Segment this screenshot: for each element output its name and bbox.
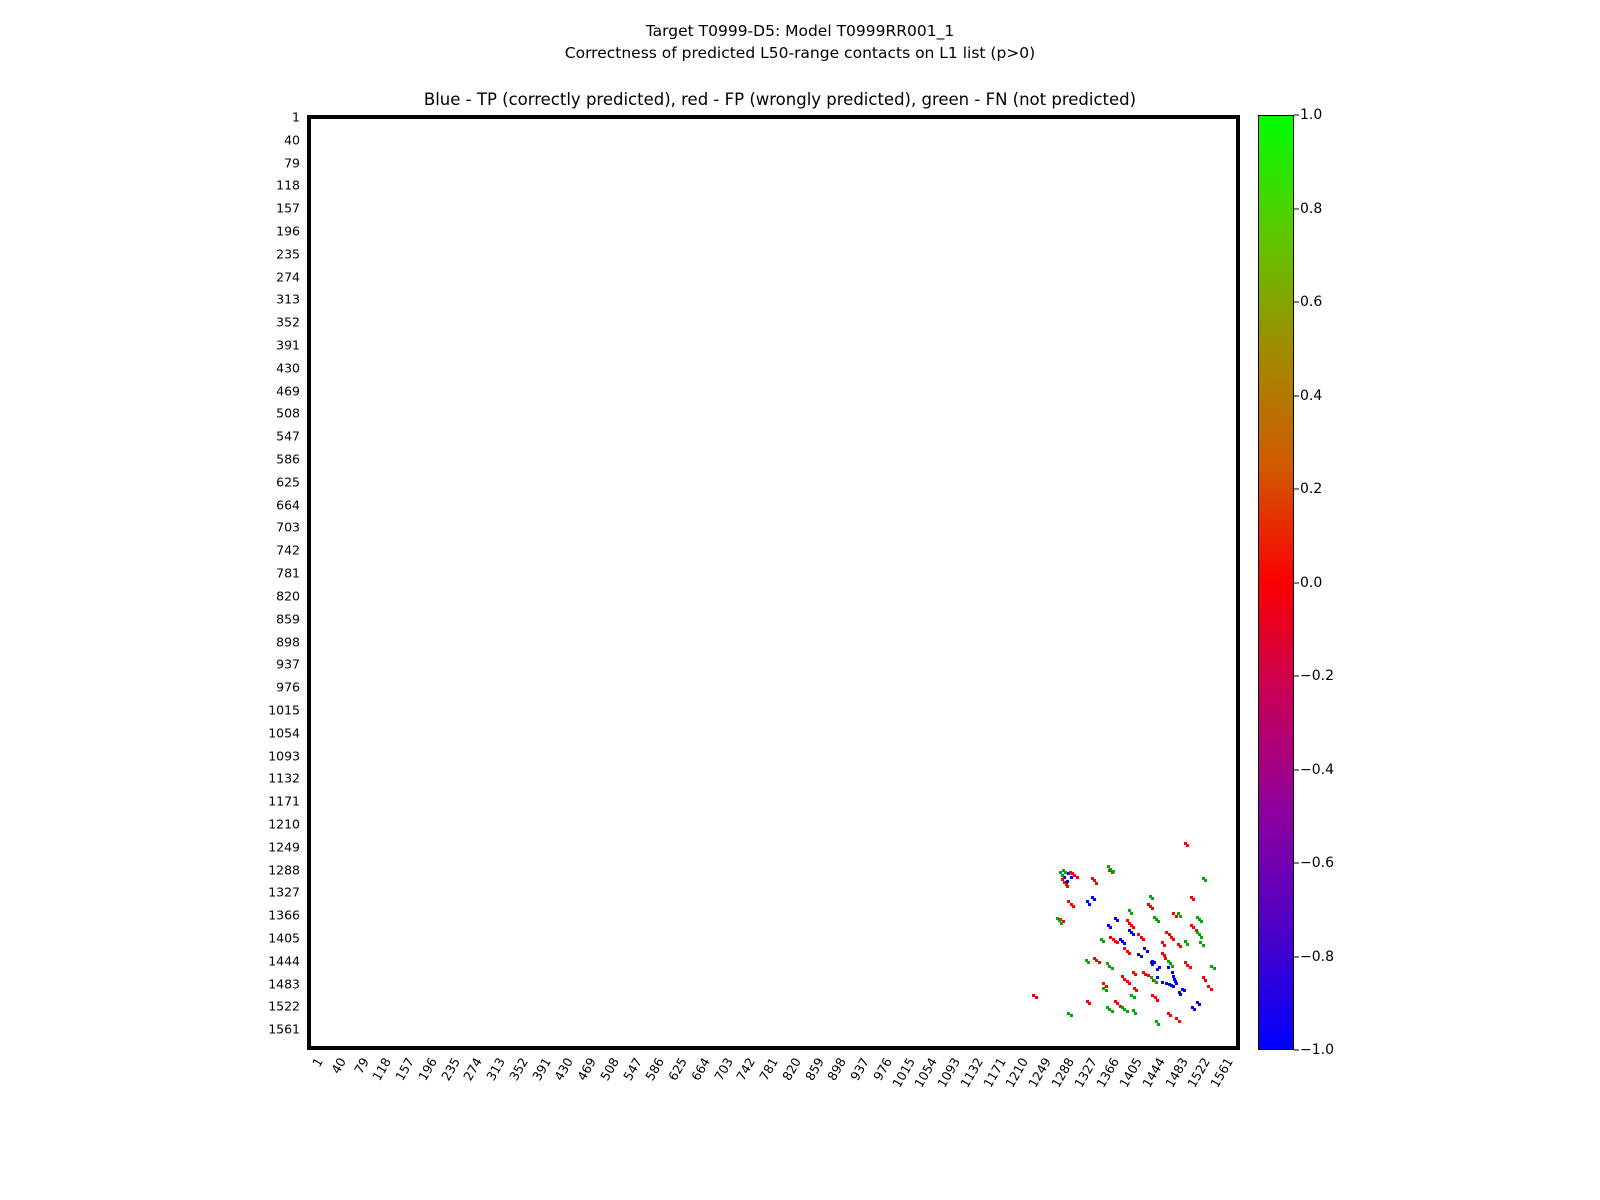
y-tick-label: 430 bbox=[276, 360, 300, 376]
y-tick-label: 937 bbox=[276, 656, 300, 672]
contact-point bbox=[1135, 989, 1138, 992]
colorbar-tick-mark bbox=[1294, 1050, 1299, 1051]
y-tick-label: 1366 bbox=[268, 907, 300, 923]
y-tick-label: 40 bbox=[284, 132, 300, 148]
x-tick-label: 742 bbox=[733, 1055, 759, 1084]
x-tick-label: 547 bbox=[619, 1055, 645, 1084]
contact-point bbox=[1178, 1020, 1181, 1023]
x-tick-label: 118 bbox=[369, 1055, 395, 1084]
x-tick-label: 1015 bbox=[888, 1055, 918, 1091]
contact-point bbox=[1095, 882, 1098, 885]
x-tick-label: 157 bbox=[392, 1055, 418, 1084]
y-tick-label: 1132 bbox=[268, 770, 300, 786]
plot-wrapper bbox=[307, 115, 1240, 1050]
contact-point bbox=[1128, 982, 1131, 985]
contact-point bbox=[1150, 961, 1153, 964]
contact-point bbox=[1175, 982, 1178, 985]
y-tick-label: 391 bbox=[276, 337, 300, 353]
x-tick-label: 1054 bbox=[911, 1055, 941, 1091]
x-tick-label: 430 bbox=[551, 1055, 577, 1084]
y-tick-label: 976 bbox=[276, 679, 300, 695]
x-tick-label: 586 bbox=[642, 1055, 668, 1084]
contact-point bbox=[1167, 966, 1170, 969]
contact-point bbox=[1066, 885, 1069, 888]
contact-point bbox=[1061, 874, 1064, 877]
x-tick-label: 352 bbox=[505, 1055, 531, 1084]
y-tick-label: 196 bbox=[276, 223, 300, 239]
colorbar-tick-label: −0.8 bbox=[1300, 948, 1334, 965]
colorbar-tick-label: 0.4 bbox=[1300, 387, 1323, 404]
y-tick-label: 859 bbox=[276, 611, 300, 627]
x-tick-label: 469 bbox=[574, 1055, 600, 1084]
y-tick-label: 508 bbox=[276, 405, 300, 421]
y-tick-label: 1054 bbox=[268, 725, 300, 741]
contact-point bbox=[1134, 1012, 1137, 1015]
y-tick-label: 1483 bbox=[268, 976, 300, 992]
contact-point bbox=[1157, 1023, 1160, 1026]
y-tick-label: 157 bbox=[276, 200, 300, 216]
x-tick-label: 1522 bbox=[1184, 1055, 1214, 1091]
contact-point bbox=[1156, 968, 1159, 971]
colorbar-tick-label: 0.2 bbox=[1300, 481, 1323, 497]
colorbar-gradient bbox=[1258, 115, 1294, 1050]
contact-point bbox=[1157, 920, 1160, 923]
contact-point bbox=[1087, 961, 1090, 964]
contact-point bbox=[1126, 1010, 1129, 1013]
y-tick-label: 898 bbox=[276, 634, 300, 649]
x-tick-label: 781 bbox=[756, 1055, 782, 1084]
contact-point bbox=[1088, 903, 1091, 906]
x-tick-label: 859 bbox=[801, 1055, 827, 1084]
contact-point bbox=[1151, 907, 1154, 910]
contact-point bbox=[1134, 973, 1137, 976]
y-tick-label: 79 bbox=[284, 155, 300, 171]
y-tick-label: 352 bbox=[276, 314, 300, 330]
contact-point bbox=[1142, 938, 1145, 941]
contact-point bbox=[1098, 961, 1101, 964]
x-tick-label: 937 bbox=[847, 1055, 873, 1084]
contact-point bbox=[1183, 989, 1186, 992]
y-tick-label: 625 bbox=[276, 474, 300, 490]
x-axis-tick-labels bbox=[307, 1055, 1240, 1135]
y-tick-label: 1327 bbox=[268, 884, 300, 900]
y-tick-label: 1210 bbox=[268, 816, 300, 832]
contact-point bbox=[1093, 898, 1096, 901]
contact-point bbox=[1088, 1002, 1091, 1005]
y-tick-label: 547 bbox=[276, 428, 300, 444]
x-tick-label: 196 bbox=[414, 1055, 440, 1084]
contact-point bbox=[1189, 966, 1192, 969]
contact-point bbox=[1111, 1010, 1114, 1013]
y-tick-label: 586 bbox=[276, 451, 300, 467]
contact-point bbox=[1105, 989, 1108, 992]
colorbar-tick-label: 0.0 bbox=[1300, 574, 1323, 591]
x-tick-label: 1132 bbox=[957, 1055, 986, 1091]
contact-point bbox=[1112, 870, 1115, 873]
colorbar-tick-label: −0.4 bbox=[1300, 761, 1334, 778]
colorbar-tick-mark bbox=[1294, 863, 1299, 864]
title-block bbox=[0, 20, 1600, 64]
y-tick-label: 1288 bbox=[268, 862, 300, 878]
y-tick-label: 235 bbox=[276, 246, 300, 262]
contact-point bbox=[1202, 944, 1205, 947]
x-tick-label: 1483 bbox=[1161, 1055, 1191, 1091]
x-tick-label: 1327 bbox=[1070, 1055, 1100, 1091]
x-tick-label: 898 bbox=[824, 1055, 850, 1084]
contact-point bbox=[1161, 981, 1164, 984]
x-tick-label: 40 bbox=[327, 1055, 349, 1077]
y-tick-label: 1171 bbox=[268, 793, 300, 809]
contact-point bbox=[1192, 898, 1195, 901]
colorbar-tick-mark bbox=[1294, 115, 1299, 116]
colorbar-tick-mark bbox=[1294, 395, 1299, 396]
y-tick-label: 1249 bbox=[268, 839, 300, 855]
contact-map-plot bbox=[307, 115, 1240, 1050]
y-axis-tick-labels bbox=[230, 109, 300, 1050]
contact-point bbox=[1171, 965, 1174, 968]
colorbar-tick-label: −0.6 bbox=[1300, 855, 1334, 871]
contact-point bbox=[1204, 879, 1207, 882]
contact-point bbox=[1179, 993, 1182, 996]
contact-point bbox=[1130, 912, 1133, 915]
contact-point bbox=[1179, 945, 1182, 948]
contact-point bbox=[1155, 981, 1158, 984]
contact-point bbox=[1116, 941, 1119, 944]
x-tick-label: 1249 bbox=[1025, 1055, 1055, 1091]
y-tick-label: 118 bbox=[276, 177, 300, 193]
x-tick-label: 1288 bbox=[1048, 1055, 1077, 1091]
y-tick-label: 469 bbox=[276, 383, 300, 399]
contact-point bbox=[1200, 936, 1203, 939]
contact-point bbox=[1200, 920, 1203, 923]
contact-point bbox=[1179, 915, 1182, 918]
contact-point bbox=[1186, 943, 1189, 946]
y-tick-label: 742 bbox=[276, 542, 300, 558]
colorbar-tick-mark bbox=[1294, 208, 1299, 209]
contact-point bbox=[1163, 954, 1166, 957]
contact-point bbox=[1193, 1008, 1196, 1011]
colorbar-tick-label: 0.8 bbox=[1300, 200, 1323, 217]
x-tick-label: 313 bbox=[483, 1055, 509, 1084]
colorbar-tick-label: −0.2 bbox=[1300, 668, 1334, 684]
contact-point bbox=[1132, 933, 1135, 936]
contact-point bbox=[1140, 955, 1143, 958]
y-tick-label: 703 bbox=[276, 519, 300, 535]
x-tick-label: 820 bbox=[778, 1055, 804, 1084]
contact-point bbox=[1035, 996, 1038, 999]
contact-point bbox=[1156, 999, 1159, 1002]
contact-point bbox=[1072, 905, 1075, 908]
colorbar-tick-mark bbox=[1294, 956, 1299, 957]
contact-point bbox=[1163, 944, 1166, 947]
contact-point bbox=[1123, 942, 1126, 945]
x-tick-label: 1 bbox=[309, 1055, 326, 1070]
y-tick-label: 781 bbox=[276, 565, 300, 581]
contact-point bbox=[1060, 922, 1063, 925]
contact-point bbox=[1171, 971, 1174, 974]
y-tick-label: 1444 bbox=[268, 953, 300, 969]
colorbar-tick-mark bbox=[1294, 302, 1299, 303]
x-tick-label: 1561 bbox=[1207, 1055, 1237, 1091]
contact-point bbox=[1102, 940, 1105, 943]
y-tick-label: 1522 bbox=[268, 998, 300, 1014]
y-tick-label: 1405 bbox=[268, 930, 300, 946]
x-tick-label: 625 bbox=[665, 1055, 691, 1084]
colorbar-tick-mark bbox=[1294, 676, 1299, 677]
x-tick-label: 1444 bbox=[1139, 1055, 1168, 1091]
contact-point bbox=[1064, 871, 1067, 874]
y-tick-label: 820 bbox=[276, 588, 300, 604]
legend-note: Blue - TP (correctly predicted), red - FP (wrongly predicted), green - FN (not predicted) bbox=[423, 90, 1137, 109]
contact-point bbox=[1116, 919, 1119, 922]
x-tick-label: 1210 bbox=[1002, 1055, 1032, 1091]
x-tick-label: 1366 bbox=[1093, 1055, 1123, 1091]
x-tick-label: 1171 bbox=[979, 1055, 1009, 1091]
contact-point bbox=[1111, 967, 1114, 970]
contact-point bbox=[1172, 985, 1175, 988]
contact-point bbox=[1213, 967, 1216, 970]
x-tick-label: 976 bbox=[869, 1055, 895, 1084]
colorbar-tick-labels bbox=[1300, 107, 1360, 1058]
y-tick-label: 313 bbox=[276, 291, 300, 307]
y-tick-label: 1561 bbox=[268, 1021, 300, 1037]
x-tick-label: 508 bbox=[596, 1055, 622, 1084]
x-tick-label: 664 bbox=[687, 1055, 713, 1084]
x-tick-label: 1093 bbox=[934, 1055, 964, 1091]
colorbar-tick-label: 1.0 bbox=[1300, 107, 1323, 123]
chart-title: Target T0999-D5: Model T0999RR001_1 bbox=[645, 22, 955, 40]
y-tick-label: 274 bbox=[276, 269, 300, 285]
x-tick-label: 235 bbox=[437, 1055, 463, 1084]
y-tick-label: 1 bbox=[292, 109, 300, 125]
contact-point bbox=[1210, 988, 1213, 991]
contact-point bbox=[1172, 938, 1175, 941]
contact-point bbox=[1144, 973, 1147, 976]
x-tick-label: 79 bbox=[350, 1055, 372, 1077]
contact-point bbox=[1156, 976, 1159, 979]
contact-point bbox=[1151, 897, 1154, 900]
contact-point bbox=[1186, 844, 1189, 847]
x-tick-label: 391 bbox=[528, 1055, 554, 1084]
x-tick-label: 274 bbox=[460, 1055, 486, 1084]
y-tick-label: 664 bbox=[276, 497, 300, 513]
contact-point bbox=[1076, 876, 1079, 879]
colorbar-tick-label: 0.6 bbox=[1300, 294, 1323, 310]
x-tick-label: 1405 bbox=[1116, 1055, 1146, 1091]
contact-point bbox=[1133, 996, 1136, 999]
colorbar-tick-mark bbox=[1294, 769, 1299, 770]
contact-point bbox=[1169, 1014, 1172, 1017]
chart-subtitle: Correctness of predicted L50-range contacts on L1 list (p>0) bbox=[564, 44, 1036, 62]
contact-point bbox=[1070, 1014, 1073, 1017]
colorbar-tick-label: −1.0 bbox=[1300, 1042, 1334, 1058]
contact-point bbox=[1109, 926, 1112, 929]
contact-point bbox=[1132, 926, 1135, 929]
colorbar bbox=[1258, 107, 1334, 1058]
contact-point bbox=[1146, 950, 1149, 953]
y-tick-label: 1093 bbox=[268, 748, 300, 764]
contact-point bbox=[1198, 1003, 1201, 1006]
contact-point bbox=[1128, 952, 1131, 955]
colorbar-tick-mark bbox=[1294, 489, 1299, 490]
colorbar-tick-mark bbox=[1294, 582, 1299, 583]
contact-point bbox=[1204, 979, 1207, 982]
y-tick-label: 1015 bbox=[268, 702, 300, 718]
x-tick-label: 703 bbox=[710, 1055, 736, 1084]
